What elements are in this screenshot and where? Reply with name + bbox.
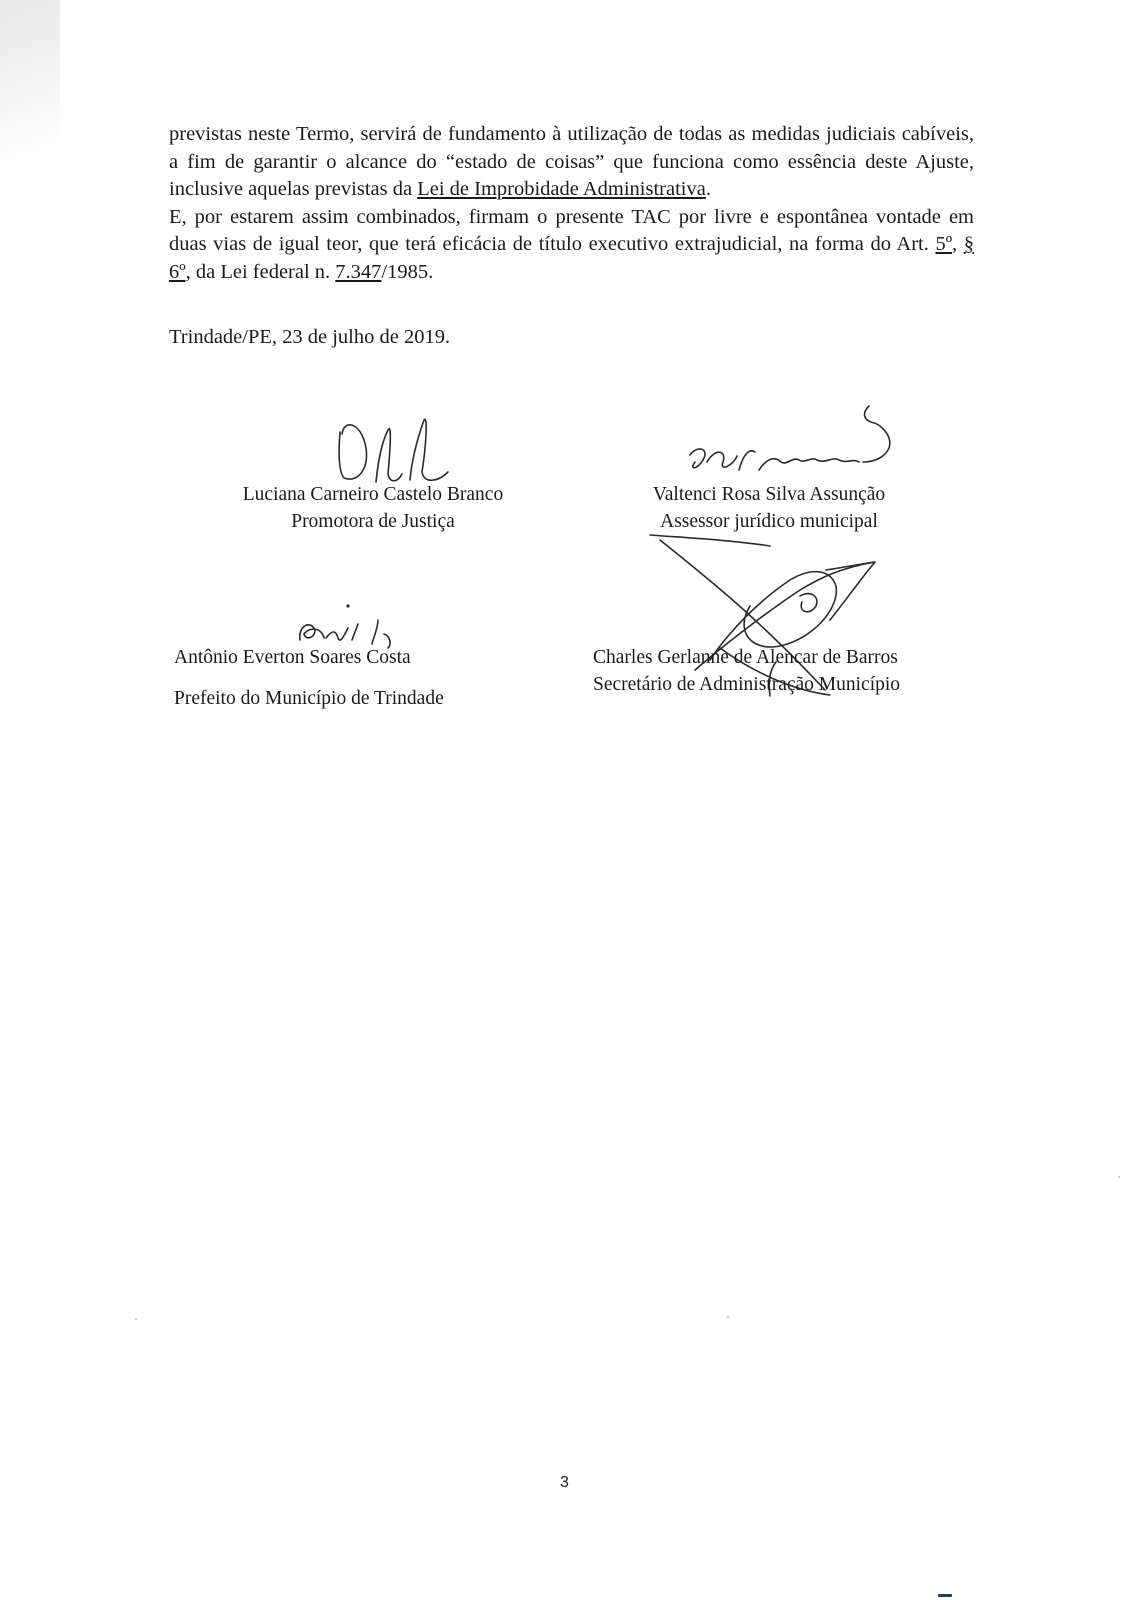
signatory-name: Luciana Carneiro Castelo Branco bbox=[242, 484, 504, 505]
signatory-name: Antônio Everton Soares Costa bbox=[174, 647, 411, 668]
signatory-valtenci bbox=[634, 481, 904, 535]
signatory-antonio bbox=[174, 644, 444, 712]
document-body bbox=[169, 121, 974, 286]
paragraph-text-end: . bbox=[705, 178, 711, 200]
paragraph-agreement bbox=[169, 204, 974, 287]
signatory-role: Promotora de Justiça bbox=[291, 511, 455, 532]
signature-valtenci bbox=[675, 400, 905, 492]
signatory-charles bbox=[593, 644, 900, 698]
scan-speck bbox=[727, 1316, 729, 1318]
scan-fold-shadow bbox=[0, 0, 60, 210]
paragraph-text: E, por estarem assim combinados, firmam o presente TAC por livre e espontânea vontade em duas vias de igual teor, que terá eficácia de título executivo extrajudicial, na forma do Art. bbox=[169, 205, 974, 255]
signatory-luciana bbox=[228, 481, 518, 535]
signature-luciana bbox=[330, 412, 460, 492]
paragraph-text: previstas neste Termo, servirá de fundamento à utilização de todas as medidas judiciais cabíveis, a fim de garantir o alcance do “estado de coisas” que funciona como essência deste Ajuste, inclusive aquelas previstas da bbox=[169, 123, 974, 200]
signatory-role: Assessor jurídico municipal bbox=[660, 511, 878, 532]
law-number-reference: 7.347 bbox=[335, 260, 382, 283]
paragraph-consequences bbox=[169, 121, 974, 204]
law-reference-improbidade: Lei de Improbidade Administrativa bbox=[417, 178, 706, 200]
scan-speck bbox=[135, 1318, 137, 1320]
scan-speck bbox=[1118, 1176, 1120, 1178]
signatory-name: Charles Gerlanne de Alencar de Barros bbox=[593, 647, 898, 668]
place-date: Trindade/PE, 23 de julho de 2019. bbox=[169, 326, 451, 348]
separator-text: , bbox=[952, 233, 964, 255]
page-number: 3 bbox=[560, 1474, 569, 1491]
paragraph-reference: § 6º bbox=[169, 233, 975, 283]
paragraph-text-end: /1985. bbox=[381, 260, 434, 283]
separator-text: , da Lei federal n. bbox=[185, 260, 336, 283]
signatory-name: Valtenci Rosa Silva Assunção bbox=[652, 484, 886, 505]
article-reference: 5º bbox=[935, 233, 953, 255]
signatory-role: Prefeito do Município de Trindade bbox=[174, 688, 444, 709]
spacer bbox=[174, 671, 444, 685]
signatory-role: Secretário de Administração Município bbox=[593, 674, 901, 695]
scan-speck bbox=[938, 1594, 952, 1597]
